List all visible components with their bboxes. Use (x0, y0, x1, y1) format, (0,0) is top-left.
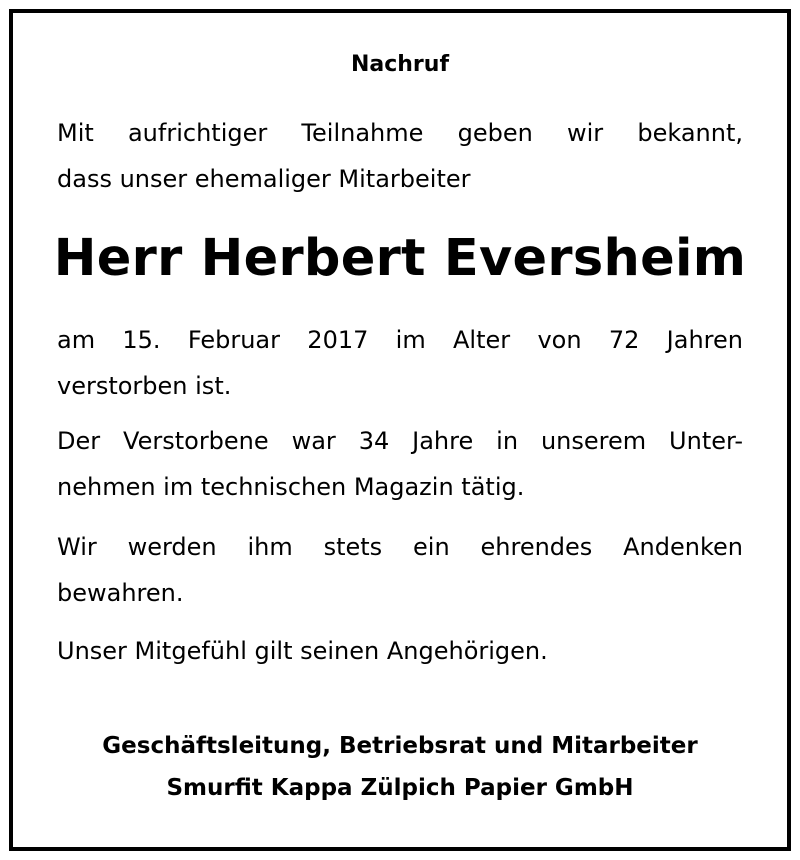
service-line-2: nehmen im technischen Magazin tätig. (57, 473, 525, 501)
notice-heading: Nachruf (350, 52, 450, 77)
memory-line-1: Wir werden ihm stets ein ehrendes Andenken (57, 533, 743, 561)
memory-paragraph (57, 524, 743, 616)
sympathy-paragraph (57, 628, 743, 674)
deceased-name: Herr Herbert Eversheim (53, 229, 747, 288)
signature-line-1: Geschäftsleitung, Betriebsrat und Mitarbeiter (102, 733, 698, 759)
death-paragraph (57, 317, 743, 409)
service-line-1: Der Verstorbene war 34 Jahre in unserem Unter- (57, 427, 743, 455)
sympathy-line: Unser Mitgefühl gilt seinen Angehörigen. (57, 637, 548, 665)
death-line-2: verstorben ist. (57, 372, 232, 400)
memory-line-2: bewahren. (57, 579, 184, 607)
death-line-1: am 15. Februar 2017 im Alter von 72 Jahren (57, 326, 743, 354)
intro-line-2: dass unser ehemaliger Mitarbeiter (57, 165, 471, 193)
intro-line-1: Mit aufrichtiger Teilnahme geben wir bekannt, (57, 119, 743, 147)
intro-paragraph (57, 110, 743, 202)
signature-line-2: Smurfit Kappa Zülpich Papier GmbH (166, 775, 634, 801)
service-paragraph (57, 418, 743, 510)
